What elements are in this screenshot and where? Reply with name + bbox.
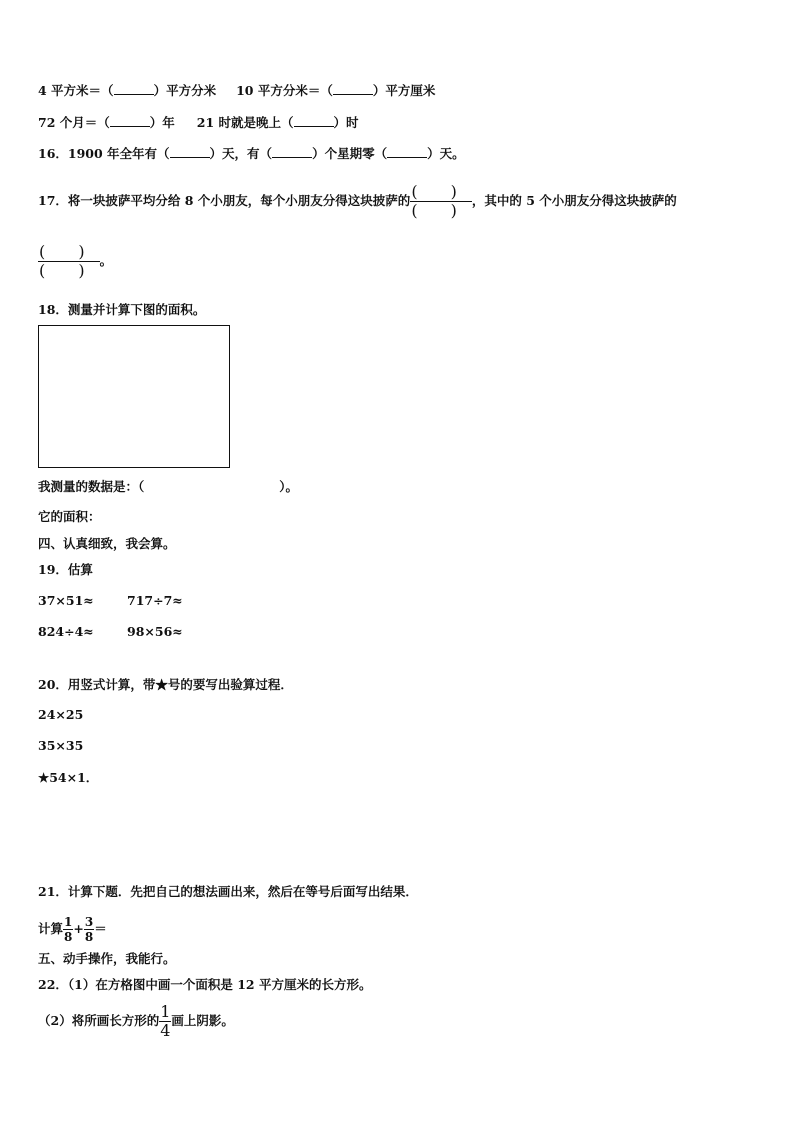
estimate-expression: 717÷7≈ bbox=[127, 593, 183, 608]
q15-line-1 bbox=[38, 83, 435, 99]
fraction-blank[interactable] bbox=[38, 244, 100, 279]
q22-suffix: 画上阴影。 bbox=[171, 1013, 234, 1028]
section-4-title: 四、认真细致，我会算。 bbox=[38, 536, 176, 551]
q16-text-1: 16．1900 年全年有（ bbox=[38, 146, 170, 161]
q15-d-prefix: 21 时就是晚上（ bbox=[196, 115, 294, 130]
q15-d-suffix: ）时 bbox=[333, 115, 359, 130]
q20-expression-1: 24×25 bbox=[38, 707, 84, 722]
measure-rectangle bbox=[38, 325, 230, 468]
fraction-numerator-blank: ( ) bbox=[39, 242, 99, 261]
q17-text-1: 17．将一块披萨平均分给 8 个小朋友，每个小朋友分得这块披萨的 bbox=[38, 193, 411, 208]
estimate-expression: 98×56≈ bbox=[127, 624, 183, 639]
question-16 bbox=[38, 146, 465, 162]
estimate-expression: 824÷4≈ bbox=[38, 624, 94, 639]
plus-sign: + bbox=[73, 921, 84, 936]
answer-blank[interactable] bbox=[110, 116, 150, 127]
fraction-numerator-blank: ( ) bbox=[411, 182, 471, 201]
answer-blank[interactable] bbox=[294, 116, 334, 127]
q20-expression-3: ★54×1． bbox=[38, 770, 99, 785]
q21-prefix: 计算 bbox=[38, 921, 64, 936]
q16-text-3: ）个星期零（ bbox=[312, 146, 388, 161]
answer-blank[interactable] bbox=[387, 147, 427, 158]
equals-sign: ＝ bbox=[94, 921, 107, 936]
answer-blank[interactable] bbox=[114, 84, 154, 95]
q17-text-2: ，其中的 5 个小朋友分得这块披萨的 bbox=[471, 193, 677, 208]
q16-text-4: ）天。 bbox=[427, 146, 465, 161]
question-17 bbox=[38, 180, 677, 222]
answer-blank[interactable] bbox=[333, 84, 373, 95]
fraction-numerator: 3 bbox=[84, 915, 94, 929]
fraction-blank[interactable] bbox=[410, 184, 472, 219]
question-18-title: 18．测量并计算下图的面积。 bbox=[38, 302, 206, 317]
section-5-title: 五、动手操作，我能行。 bbox=[38, 951, 176, 966]
q15-line-2 bbox=[38, 115, 359, 131]
q15-a-suffix: ）平方分米 bbox=[153, 83, 217, 98]
fraction-denominator: 4 bbox=[160, 1021, 171, 1040]
answer-blank[interactable] bbox=[170, 147, 210, 158]
measure-prefix: 我测量的数据是：（ bbox=[38, 479, 145, 494]
q20-expression-2: 35×35 bbox=[38, 738, 84, 753]
fraction bbox=[84, 916, 94, 943]
fraction-numerator: 1 bbox=[64, 915, 73, 929]
question-18-measure bbox=[38, 479, 298, 495]
question-22-part-1: 22．（1）在方格图中画一个面积是 12 平方厘米的长方形。 bbox=[38, 977, 372, 992]
q19-row-1 bbox=[38, 593, 183, 609]
question-17-continued bbox=[38, 240, 112, 282]
fraction-denominator-blank: ( ) bbox=[411, 201, 471, 220]
q15-b-prefix: 10 平方分米＝（ bbox=[236, 83, 333, 98]
fraction bbox=[63, 916, 73, 943]
q15-c-suffix: ）年 bbox=[149, 115, 175, 130]
fraction-denominator: 8 bbox=[84, 930, 94, 944]
q19-row-2 bbox=[38, 624, 183, 640]
q15-a-prefix: 4 平方米＝（ bbox=[38, 83, 114, 98]
fraction-numerator: 1 bbox=[160, 1002, 171, 1021]
question-18-area: 它的面积： bbox=[38, 509, 101, 524]
measure-suffix: ）。 bbox=[279, 479, 299, 494]
question-20-title: 20．用竖式计算，带★号的要写出验算过程． bbox=[38, 677, 293, 692]
q15-c-prefix: 72 个月＝（ bbox=[38, 115, 110, 130]
q16-text-2: ）天，有（ bbox=[209, 146, 273, 161]
fraction-denominator: 8 bbox=[64, 930, 73, 944]
fraction bbox=[159, 1004, 171, 1039]
q21-expression bbox=[38, 912, 107, 946]
q17-end: 。 bbox=[99, 253, 113, 268]
question-21-title: 21．计算下题．先把自己的想法画出来，然后在等号后面写出结果． bbox=[38, 884, 418, 899]
answer-blank[interactable] bbox=[272, 147, 312, 158]
q22-prefix: （2）将所画长方形的 bbox=[38, 1013, 160, 1028]
fraction-denominator-blank: ( ) bbox=[39, 261, 99, 280]
question-19-title: 19．估算 bbox=[38, 562, 93, 577]
question-22-part-2 bbox=[38, 1003, 234, 1039]
q15-b-suffix: ）平方厘米 bbox=[372, 83, 436, 98]
estimate-expression: 37×51≈ bbox=[38, 593, 94, 608]
